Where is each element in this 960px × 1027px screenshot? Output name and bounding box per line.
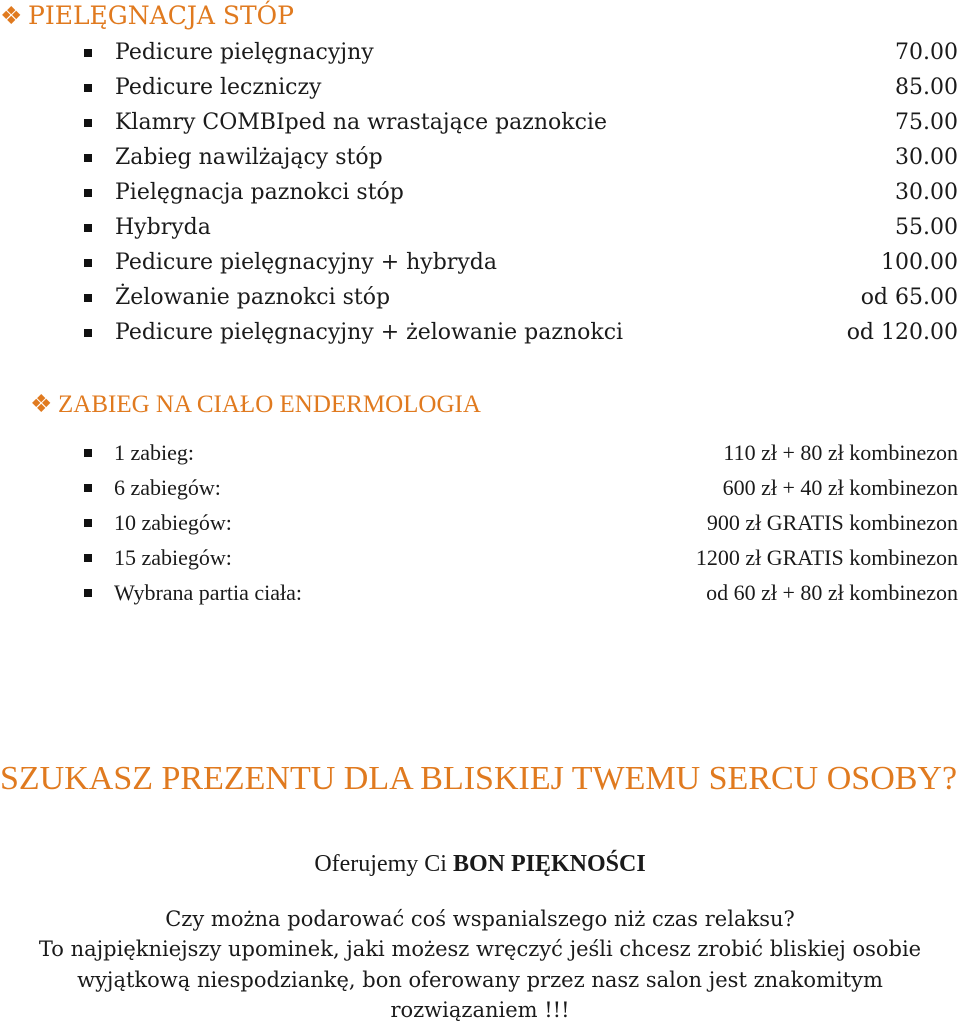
- package-name: 10 zabiegów:: [114, 510, 232, 535]
- service-price: 75.00: [895, 110, 958, 135]
- list-item: [84, 248, 958, 278]
- service-name: Żelowanie paznokci stóp: [115, 285, 391, 310]
- package-name: 1 zabieg:: [114, 440, 195, 465]
- section-heading-text: ZABIEG NA CIAŁO ENDERMOLOGIA: [58, 391, 481, 418]
- service-name: Klamry COMBIped na wrastające paznokcie: [115, 110, 607, 135]
- offer-prefix: Oferujemy Ci: [314, 851, 453, 877]
- square-bullet-icon: [84, 189, 92, 197]
- diamond-bullet-icon: ❖: [30, 391, 53, 418]
- promo-line: rozwiązaniem !!!: [390, 998, 570, 1022]
- package-name: Wybrana partia ciała:: [114, 580, 303, 605]
- square-bullet-icon: [84, 119, 92, 127]
- square-bullet-icon: [84, 589, 92, 597]
- list-item: [84, 578, 958, 608]
- package-price: 900 zł GRATIS kombinezon: [706, 510, 958, 535]
- square-bullet-icon: [84, 329, 92, 337]
- list-item: [84, 543, 958, 573]
- square-bullet-icon: [84, 519, 92, 527]
- promo-line: Czy można podarować coś wspanialszego niż czas relaksu?: [165, 907, 795, 931]
- list-item: [84, 283, 958, 313]
- list-item: [84, 213, 958, 243]
- service-price: 30.00: [895, 180, 958, 205]
- service-price: od 65.00: [860, 285, 958, 310]
- package-price: 1200 zł GRATIS kombinezon: [695, 545, 958, 570]
- section-heading-endermology: [30, 389, 481, 421]
- service-price: od 120.00: [846, 320, 958, 345]
- list-item: [84, 143, 958, 173]
- package-price: 600 zł + 40 zł kombinezon: [722, 475, 958, 500]
- square-bullet-icon: [84, 449, 92, 457]
- service-name: Hybryda: [115, 215, 211, 240]
- package-name: 6 zabiegów:: [114, 475, 221, 500]
- list-item: [84, 38, 958, 68]
- package-price: od 60 zł + 80 zł kombinezon: [706, 580, 958, 605]
- square-bullet-icon: [84, 84, 92, 92]
- square-bullet-icon: [84, 49, 92, 57]
- service-name: Pedicure pielęgnacyjny + żelowanie paznokci: [115, 320, 624, 345]
- list-item: [84, 438, 958, 468]
- list-item: [84, 318, 958, 348]
- section-heading-foot-care: [0, 0, 294, 32]
- service-price: 70.00: [895, 40, 958, 65]
- offer-name: BON PIĘKNOŚCI: [452, 851, 646, 877]
- package-name: 15 zabiegów:: [114, 545, 232, 570]
- list-item: [84, 178, 958, 208]
- service-price: 55.00: [895, 215, 958, 240]
- service-name: Pedicure pielęgnacyjny + hybryda: [115, 250, 497, 275]
- square-bullet-icon: [84, 259, 92, 267]
- square-bullet-icon: [84, 554, 92, 562]
- package-price: 110 zł + 80 zł kombinezon: [723, 440, 958, 465]
- list-item: [84, 108, 958, 138]
- list-item: [84, 508, 958, 538]
- promo-line: To najpiękniejszy upominek, jaki możesz wręczyć jeśli chcesz zrobić bliskiej osobie: [38, 937, 922, 961]
- promo-line: wyjątkową niespodziankę, bon oferowany przez nasz salon jest znakomitym: [77, 968, 883, 992]
- square-bullet-icon: [84, 484, 92, 492]
- list-item: [84, 73, 958, 103]
- service-name: Pielęgnacja paznokci stóp: [115, 180, 404, 205]
- promo-headline: SZUKASZ PREZENTU DLA BLISKIEJ TWEMU SERCU OSOBY?: [0, 760, 958, 797]
- service-name: Zabieg nawilżający stóp: [115, 145, 383, 170]
- service-price: 100.00: [881, 250, 958, 275]
- square-bullet-icon: [84, 154, 92, 162]
- service-price: 30.00: [895, 145, 958, 170]
- service-price: 85.00: [895, 75, 958, 100]
- service-name: Pedicure pielęgnacyjny: [115, 40, 374, 65]
- list-item: [84, 473, 958, 503]
- section-heading-text: PIELĘGNACJA STÓP: [28, 1, 294, 30]
- square-bullet-icon: [84, 294, 92, 302]
- gift-voucher-offer: [0, 849, 960, 879]
- square-bullet-icon: [84, 224, 92, 232]
- diamond-bullet-icon: ❖: [0, 1, 23, 30]
- service-name: Pedicure leczniczy: [115, 75, 322, 100]
